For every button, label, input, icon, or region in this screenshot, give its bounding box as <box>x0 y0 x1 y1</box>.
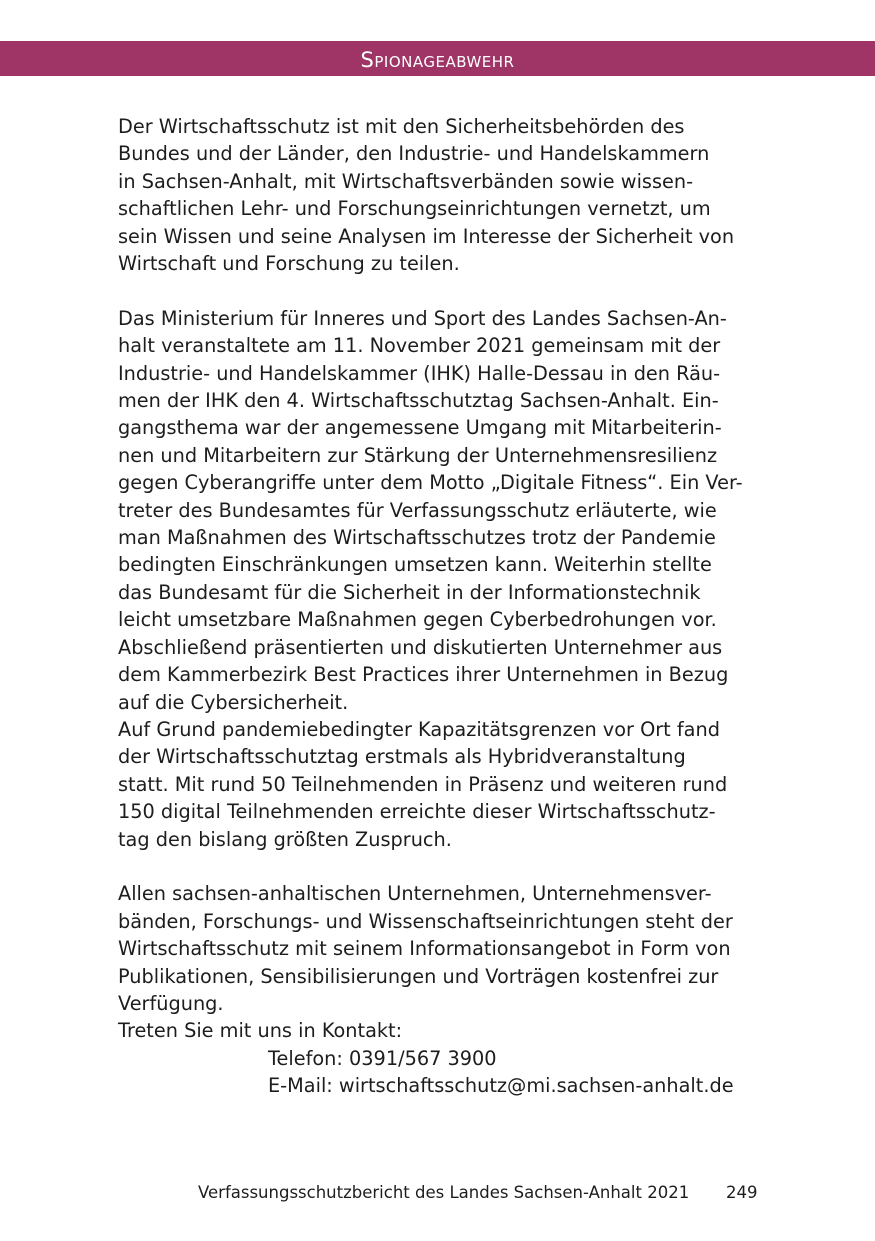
paragraph-gap <box>118 853 768 880</box>
text-line: leicht umsetzbare Maßnahmen gegen Cyberbedrohungen vor. <box>118 608 717 632</box>
paragraph-gap <box>118 277 768 304</box>
text-line: Abschließend präsentierten und diskutierten Unternehmer aus <box>118 635 723 659</box>
text-line: Auf Grund pandemiebedingter Kapazitätsgrenzen vor Ort fand <box>118 717 720 741</box>
text-line: in Sachsen-Anhalt, mit Wirtschaftsverbänden sowie wissen- <box>118 169 694 193</box>
section-title: Spionageabwehr <box>360 48 515 72</box>
footer-title: Verfassungsschutzbericht des Landes Sachsen-Anhalt 2021 <box>198 1183 690 1202</box>
text-line: Bundes und der Länder, den Industrie- und Handelskammern <box>118 142 710 166</box>
text-line: gangsthema war der angemessene Umgang mit Mitarbeiterin- <box>118 416 722 440</box>
text-line: men der IHK den 4. Wirtschaftsschutztag Sachsen-Anhalt. Ein- <box>118 389 719 413</box>
text-line: nen und Mitarbeitern zur Stärkung der Unternehmensresilienz <box>118 443 718 467</box>
text-line: der Wirtschaftsschutztag erstmals als Hybridveranstaltung <box>118 745 686 769</box>
text-line: dem Kammerbezirk Best Practices ihrer Unternehmen in Bezug <box>118 663 729 687</box>
text-line: Wirtschaft und Forschung zu teilen. <box>118 252 460 276</box>
paragraph-1 <box>118 113 768 277</box>
contact-phone: Telefon: 0391/567 3900 <box>268 1046 497 1070</box>
text-line: gegen Cyberangriffe unter dem Motto „Digitale Fitness“. Ein Ver- <box>118 471 743 495</box>
text-line: Der Wirtschaftsschutz ist mit den Sicherheitsbehörden des <box>118 115 685 138</box>
paragraph-3 <box>118 880 768 1099</box>
body-text <box>118 113 768 1100</box>
text-line: sein Wissen und seine Analysen im Interesse der Sicherheit von <box>118 224 735 248</box>
text-line: man Maßnahmen des Wirtschaftsschutzes trotz der Pandemie <box>118 526 716 550</box>
text-line: 150 digital Teilnehmenden erreichte dieser Wirtschaftsschutz- <box>118 800 716 824</box>
text-line: Wirtschaftsschutz mit seinem Informationsangebot in Form von <box>118 937 731 961</box>
text-line: treter des Bundesamtes für Verfassungsschutz erläuterte, wie <box>118 498 717 522</box>
text-line: Allen sachsen-anhaltischen Unternehmen, Unternehmensver- <box>118 882 712 906</box>
text-line: auf die Cybersicherheit. <box>118 690 349 714</box>
text-line: statt. Mit rund 50 Teilnehmenden in Präsenz und weiteren rund <box>118 772 728 796</box>
text-line: das Bundesamt für die Sicherheit in der Informationstechnik <box>118 580 701 604</box>
text-line: tag den bislang größten Zuspruch. <box>118 827 452 851</box>
text-line: bedingten Einschränkungen umsetzen kann. Weiterhin stellte <box>118 553 712 577</box>
text-line: Publikationen, Sensibilisierungen und Vorträgen kostenfrei zur <box>118 964 719 988</box>
text-line: Treten Sie mit uns in Kontakt: <box>118 1019 403 1043</box>
contact-email: E-Mail: wirtschaftsschutz@mi.sachsen-anhalt.de <box>268 1074 734 1098</box>
paragraph-2 <box>118 305 768 853</box>
text-line: Verfügung. <box>118 991 224 1015</box>
text-line: Industrie- und Handelskammer (IHK) Halle-Dessau in den Räu- <box>118 361 721 385</box>
text-line: halt veranstaltete am 11. November 2021 gemeinsam mit der <box>118 334 721 358</box>
section-header-band <box>0 41 875 76</box>
text-line: Das Ministerium für Inneres und Sport des Landes Sachsen-An- <box>118 306 727 330</box>
text-line: schaftlichen Lehr- und Forschungseinrichtungen vernetzt, um <box>118 197 711 221</box>
text-line: bänden, Forschungs- und Wissenschaftseinrichtungen steht der <box>118 909 733 933</box>
page-number: 249 <box>726 1183 758 1202</box>
